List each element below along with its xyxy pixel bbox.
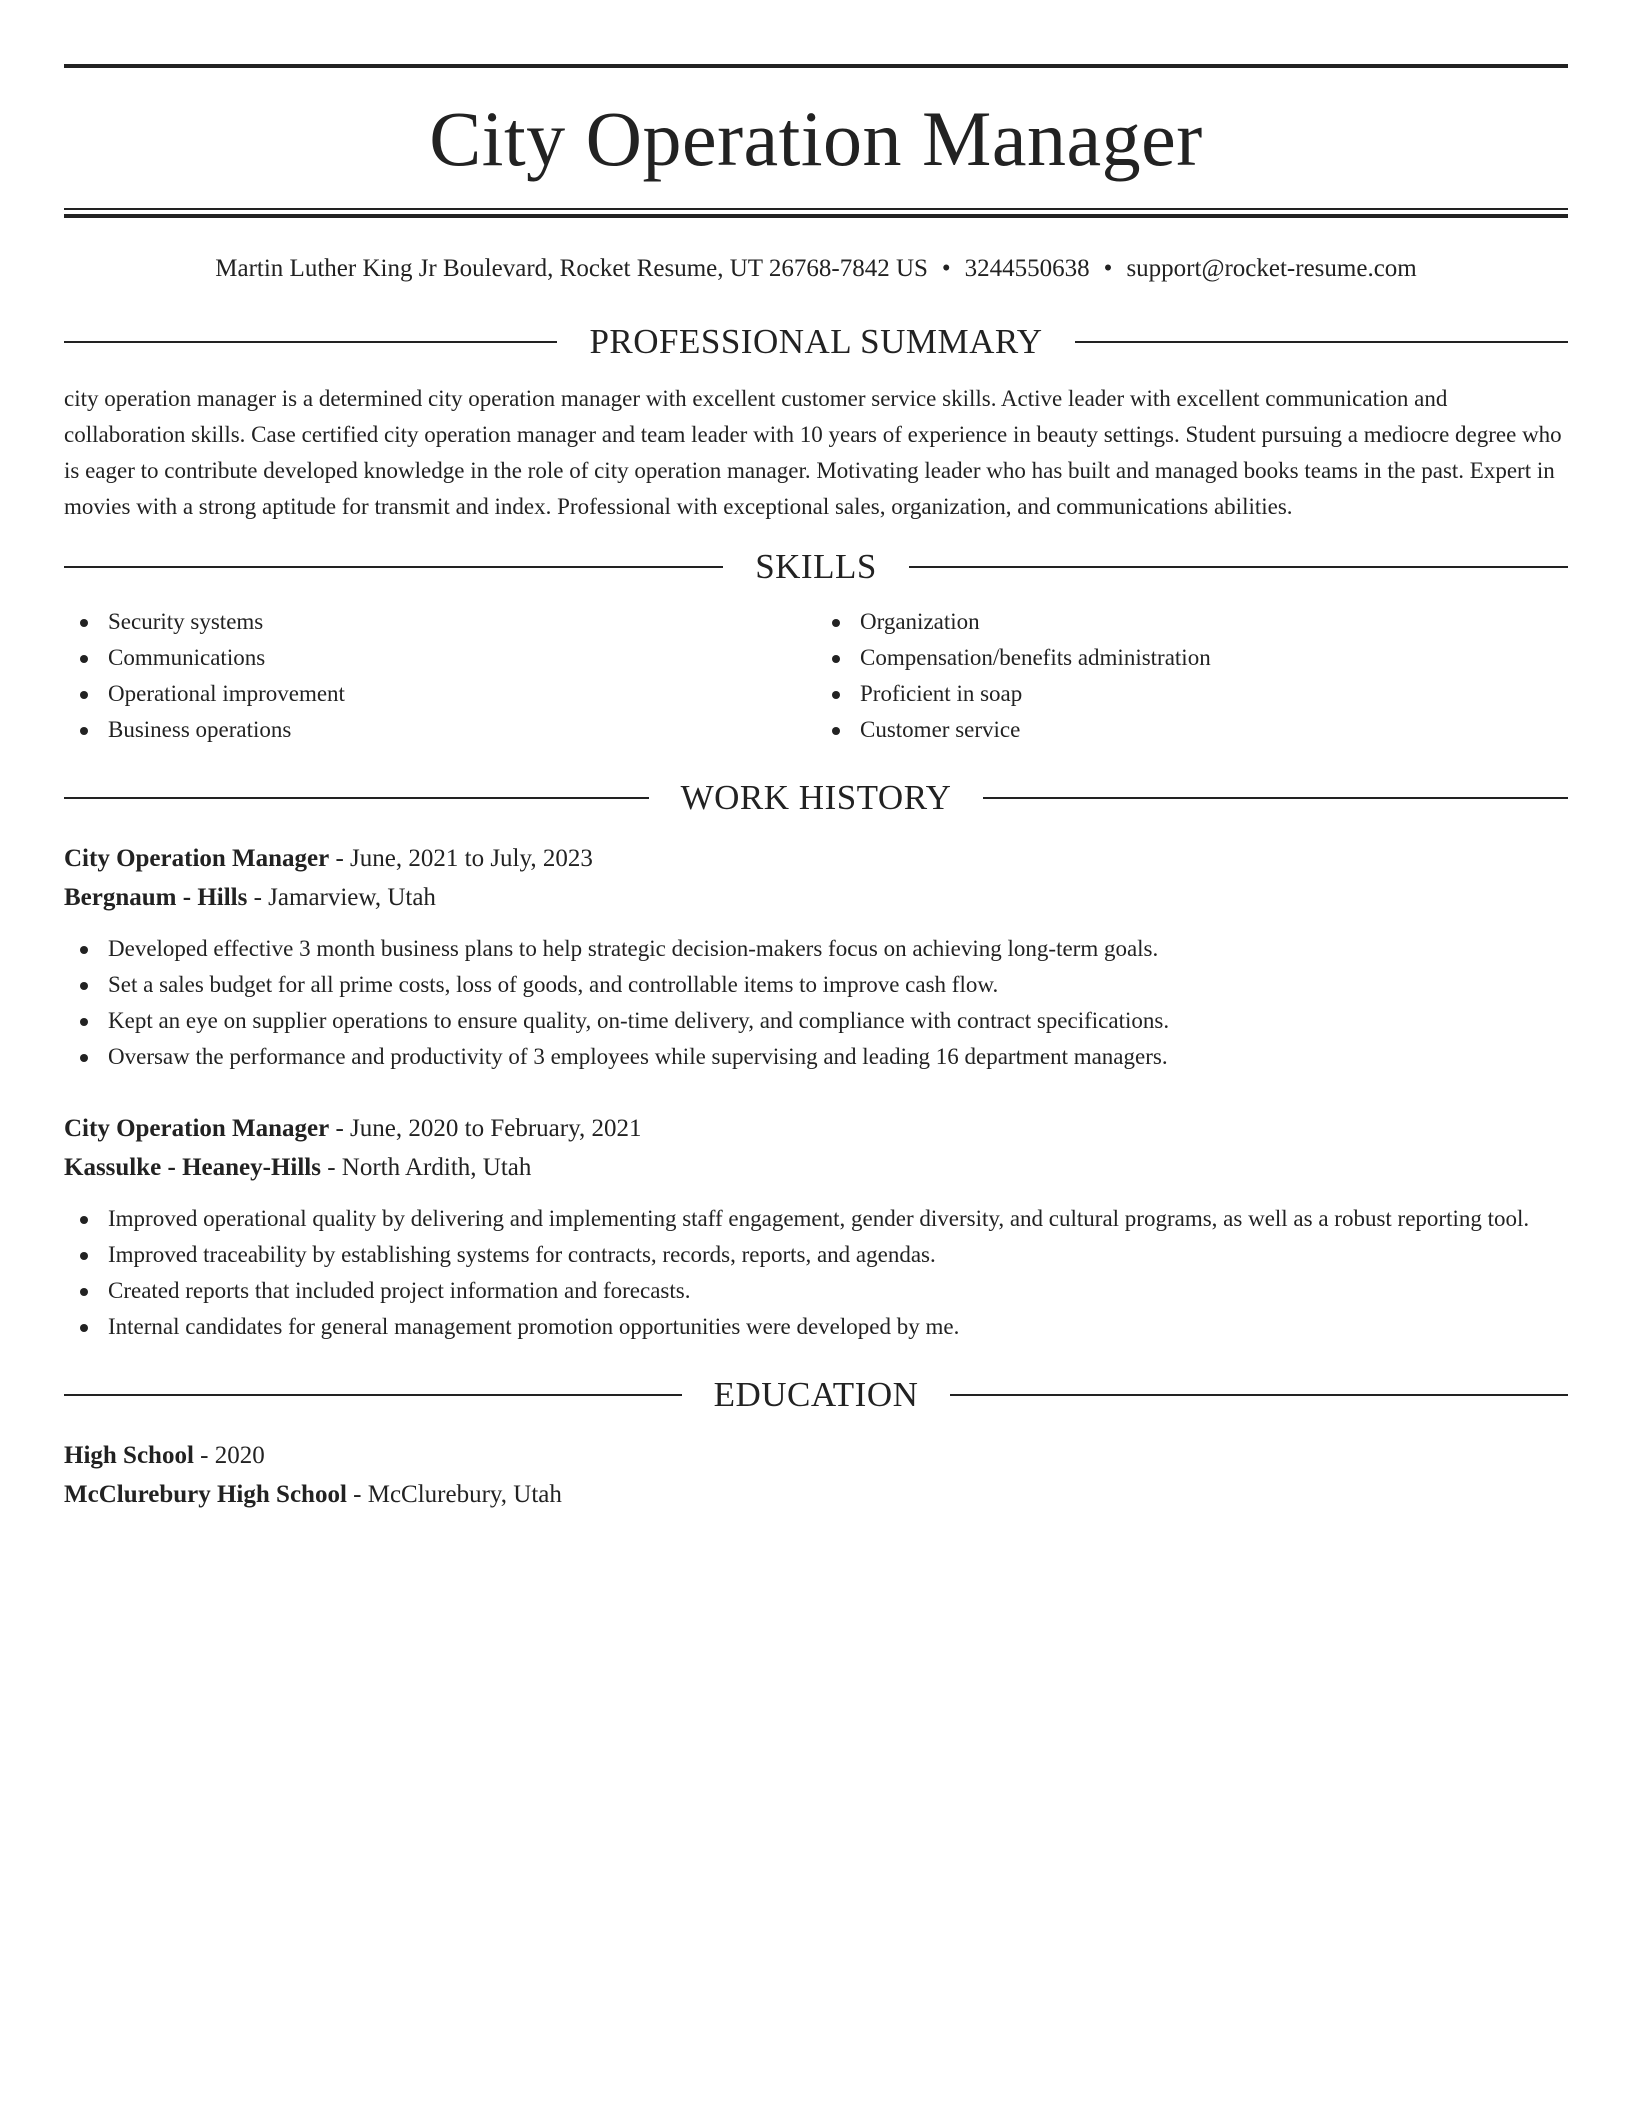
heading-rule (983, 797, 1568, 799)
contact-address: Martin Luther King Jr Boulevard, Rocket Resume, UT 26768-7842 US (215, 255, 928, 282)
job-title-line (64, 839, 1568, 878)
job-company: Bergnaum - Hills (64, 884, 248, 911)
job-location: - North Ardith, Utah (320, 1154, 532, 1181)
job-title: City Operation Manager (64, 1115, 330, 1142)
skill-item: Operational improvement (64, 676, 816, 712)
heading-rule (950, 1394, 1568, 1396)
section-heading-summary (64, 324, 1568, 359)
heading-rule (909, 566, 1568, 568)
contact-separator: • (941, 255, 951, 282)
section-heading-work (64, 780, 1568, 815)
skill-item: Communications (64, 640, 816, 676)
job-dates: - June, 2020 to February, 2021 (329, 1115, 642, 1142)
section-title: WORK HISTORY (680, 778, 952, 817)
job-bullet: Internal candidates for general management promotion opportunities were developed by me. (64, 1309, 1568, 1345)
skill-item: Security systems (64, 604, 816, 640)
job-dates: - June, 2021 to July, 2023 (329, 845, 593, 872)
job-title: City Operation Manager (64, 845, 330, 872)
title-double-rule (64, 208, 1568, 218)
job-title-line (64, 1109, 1568, 1148)
resume-page (64, 64, 1568, 1514)
job-company-line (64, 878, 1568, 917)
contact-line (64, 254, 1568, 284)
section-heading-skills (64, 549, 1568, 584)
skill-item: Organization (816, 604, 1568, 640)
job-bullet: Developed effective 3 month business plans to help strategic decision-makers focus on achieving long-term goals. (64, 931, 1568, 967)
skill-item: Customer service (816, 712, 1568, 748)
job-entry (64, 1109, 1568, 1345)
education-school-line (64, 1475, 1568, 1514)
education-location: - McClurebury, Utah (346, 1481, 562, 1508)
contact-phone: 3244550638 (964, 255, 1090, 282)
job-company: Kassulke - Heaney-Hills (64, 1154, 321, 1181)
contact-email: support@rocket-resume.com (1126, 255, 1417, 282)
section-title: PROFESSIONAL SUMMARY (589, 322, 1043, 361)
summary-text: city operation manager is a determined city operation manager with excellent customer service skills. Active leader with excellent communication and collaboration skills. Case certified city operation manager and team leader with 10 years of experience in beauty settings. Student pursuing a mediocre degree who is eager to contribute developed knowledge in the role of city operation manager. Motivating leader who has built and managed books teams in the past. Expert in movies with a strong aptitude for transmit and index. Professional with exceptional sales, organization, and communications abilities. (64, 386, 1562, 519)
top-rule (64, 64, 1568, 68)
skill-item: Proficient in soap (816, 676, 1568, 712)
page-title: City Operation Manager (429, 95, 1203, 182)
education-year: - 2020 (193, 1442, 265, 1469)
education-degree: High School (64, 1442, 194, 1469)
section-heading-education (64, 1377, 1568, 1412)
job-location: - Jamarview, Utah (247, 884, 436, 911)
education-degree-line (64, 1436, 1568, 1475)
skills-list (64, 604, 1568, 748)
heading-rule (64, 341, 557, 343)
job-company-line (64, 1148, 1568, 1187)
heading-rule (64, 1394, 682, 1396)
education-entry (64, 1436, 1568, 1514)
job-bullets (64, 931, 1568, 1075)
contact-separator: • (1103, 255, 1113, 282)
education-school: McClurebury High School (64, 1481, 347, 1508)
job-bullet: Improved operational quality by delivering and implementing staff engagement, gender diversity, and cultural programs, as well as a robust reporting tool. (64, 1201, 1568, 1237)
skill-item: Business operations (64, 712, 816, 748)
skills-column-right (816, 604, 1568, 748)
skill-item: Compensation/benefits administration (816, 640, 1568, 676)
heading-rule (64, 566, 723, 568)
job-bullet: Oversaw the performance and productivity of 3 employees while supervising and leading 16 department managers. (64, 1039, 1568, 1075)
section-title: EDUCATION (713, 1375, 919, 1414)
job-bullet: Improved traceability by establishing systems for contracts, records, reports, and agendas. (64, 1237, 1568, 1273)
job-bullet: Created reports that included project information and forecasts. (64, 1273, 1568, 1309)
job-bullet: Set a sales budget for all prime costs, loss of goods, and controllable items to improve cash flow. (64, 967, 1568, 1003)
job-bullets (64, 1201, 1568, 1345)
heading-rule (64, 797, 649, 799)
skills-column-left (64, 604, 816, 748)
section-title: SKILLS (755, 547, 877, 586)
job-bullet: Kept an eye on supplier operations to ensure quality, on-time delivery, and compliance with contract specifications. (64, 1003, 1568, 1039)
heading-rule (1075, 341, 1568, 343)
job-entry (64, 839, 1568, 1075)
